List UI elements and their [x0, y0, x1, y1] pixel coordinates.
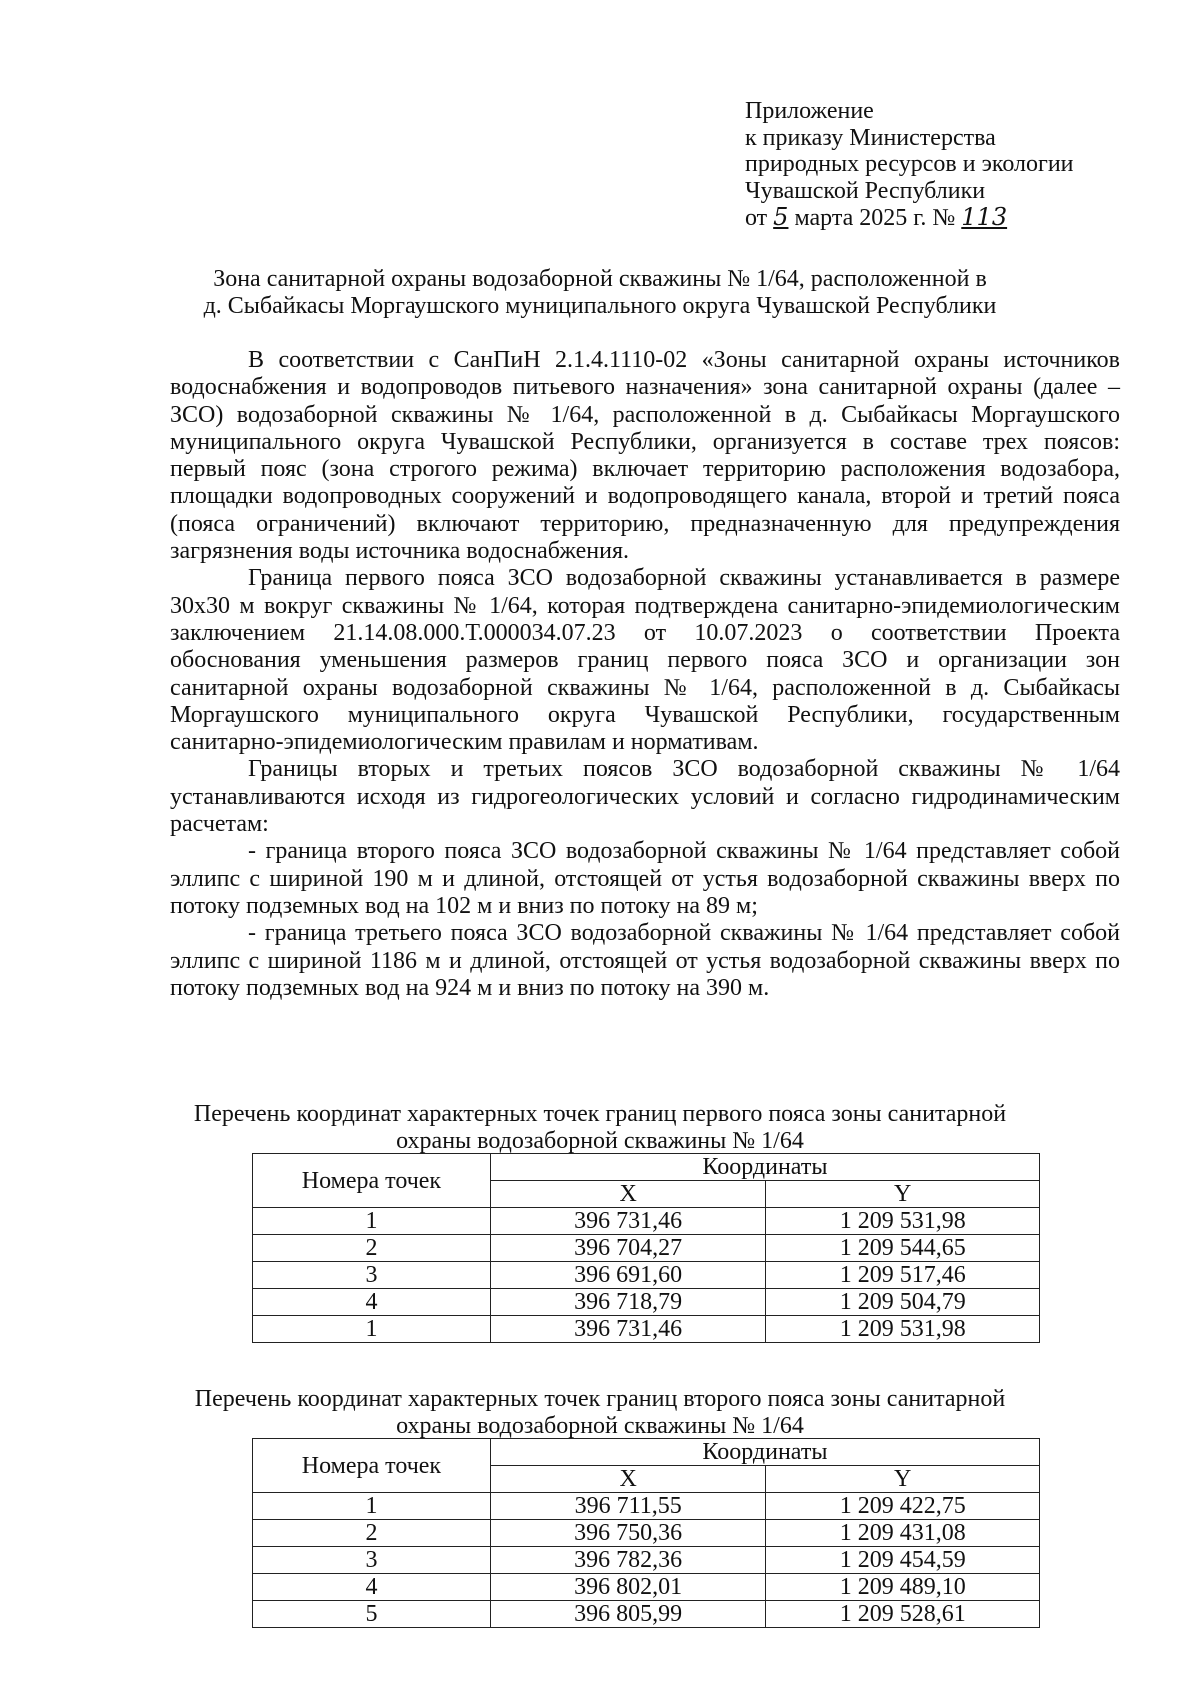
- appendix-line: Приложение: [745, 98, 874, 124]
- header-points: Номера точек: [253, 1439, 491, 1493]
- table-row: [253, 1520, 1040, 1547]
- point-number: 3: [253, 1262, 491, 1289]
- caption-line: охраны водозаборной скважины № 1/64: [396, 1128, 804, 1154]
- caption-line: Перечень координат характерных точек границ второго пояса зоны санитарной: [194, 1386, 1006, 1412]
- coord-x: 396 782,36: [490, 1547, 766, 1574]
- table2-caption: [150, 1386, 1050, 1440]
- coord-y: 1 209 531,98: [766, 1208, 1040, 1235]
- coord-x: 396 691,60: [490, 1262, 766, 1289]
- caption-line: Перечень координат характерных точек границ первого пояса зоны санитарной: [193, 1101, 1007, 1127]
- point-number: 4: [253, 1289, 491, 1316]
- paragraph: - граница третьего пояса ЗСО водозаборной скважины № 1/64 представляет собой эллипс с шириной 1186 м и длиной, отстоящей от устья водозаборной скважины вверх по потоку подземных вод на 924 м и вниз по потоку на 390 м.: [170, 920, 1120, 1001]
- coord-x: 396 711,55: [490, 1493, 766, 1520]
- coord-y: 1 209 528,61: [766, 1601, 1040, 1628]
- handwritten-day: 5: [773, 203, 789, 231]
- handwritten-number: 113: [961, 203, 1008, 231]
- paragraph: - граница второго пояса ЗСО водозаборной скважины № 1/64 представляет собой эллипс с шириной 190 м и длиной, отстоящей от устья водозаборной скважины вверх по потоку подземных вод на 102 м и вниз по потоку на 89 м;: [170, 838, 1120, 919]
- appendix-header: [745, 98, 1074, 232]
- header-coordinates: Координаты: [490, 1154, 1039, 1181]
- point-number: 1: [253, 1208, 491, 1235]
- coord-x: 396 731,46: [490, 1208, 766, 1235]
- appendix-date-line: [745, 204, 1074, 232]
- table-row: [253, 1574, 1040, 1601]
- header-y: Y: [766, 1466, 1040, 1493]
- coord-y: 1 209 454,59: [766, 1547, 1040, 1574]
- table1-caption: [150, 1101, 1050, 1155]
- coord-y: 1 209 544,65: [766, 1235, 1040, 1262]
- coord-x: 396 704,27: [490, 1235, 766, 1262]
- date-middle: марта 2025 г. №: [794, 205, 956, 231]
- appendix-line: природных ресурсов и экологии: [745, 151, 1074, 177]
- point-number: 4: [253, 1574, 491, 1601]
- coord-y: 1 209 504,79: [766, 1289, 1040, 1316]
- coord-x: 396 750,36: [490, 1520, 766, 1547]
- header-x: X: [490, 1466, 766, 1493]
- table-row: [253, 1601, 1040, 1628]
- header-points: Номера точек: [253, 1154, 491, 1208]
- date-prefix: от: [745, 205, 768, 231]
- table-row: [253, 1208, 1040, 1235]
- point-number: 1: [253, 1493, 491, 1520]
- table1-coordinates: [252, 1153, 1040, 1343]
- point-number: 3: [253, 1547, 491, 1574]
- table-row: [253, 1547, 1040, 1574]
- paragraph: Граница первого пояса ЗСО водозаборной скважины устанавливается в размере 30х30 м вокруг скважины № 1/64, которая подтверждена санитарно-эпидемиологическим заключением 21.14.08.000.Т.000034.07.23 от 10.07.2023 о соответствии Проекта обоснования уменьшения размеров границ первого пояса ЗСО и организации зон санитарной охраны водозаборной скважины № 1/64, расположенной в д. Сыбайкасы Моргаушского муниципального округа Чувашской Республики, государственным санитарно-эпидемиологическим правилам и нормативам.: [170, 565, 1120, 756]
- point-number: 1: [253, 1316, 491, 1343]
- appendix-line: к приказу Министерства: [745, 124, 996, 151]
- table-row: [253, 1316, 1040, 1343]
- coord-x: 396 731,46: [490, 1316, 766, 1343]
- point-number: 5: [253, 1601, 491, 1628]
- coord-y: 1 209 422,75: [766, 1493, 1040, 1520]
- point-number: 2: [253, 1235, 491, 1262]
- header-x: X: [490, 1181, 766, 1208]
- coord-x: 396 718,79: [490, 1289, 766, 1316]
- appendix-line: Чувашской Республики: [745, 177, 986, 204]
- table-row: [253, 1235, 1040, 1262]
- table2-coordinates: [252, 1438, 1040, 1628]
- table-row: [253, 1262, 1040, 1289]
- paragraph: В соответствии с СанПиН 2.1.4.1110-02 «Зоны санитарной охраны источников водоснабжения и водопроводов питьевого назначения» зона санитарной охраны (далее – ЗСО) водозаборной скважины № 1/64, расположенной в д. Сыбайкасы Моргаушского муниципального округа Чувашской Республики, организуется в составе трех поясов: первый пояс (зона строгого режима) включает территорию расположения водозабора, площадки водопроводных сооружений и водопроводящего канала, второй и третий пояса (пояса ограничений) включают территорию, предназначенную для предупреждения загрязнения воды источника водоснабжения.: [170, 347, 1120, 565]
- document-title: [150, 266, 1050, 320]
- table-row: [253, 1493, 1040, 1520]
- title-line: д. Сыбайкасы Моргаушского муниципального округа Чувашской Республики: [203, 293, 997, 319]
- coord-y: 1 209 517,46: [766, 1262, 1040, 1289]
- coord-y: 1 209 531,98: [766, 1316, 1040, 1343]
- caption-line: охраны водозаборной скважины № 1/64: [396, 1413, 804, 1439]
- header-coordinates: Координаты: [490, 1439, 1039, 1466]
- header-y: Y: [766, 1181, 1040, 1208]
- coord-y: 1 209 431,08: [766, 1520, 1040, 1547]
- coord-x: 396 805,99: [490, 1601, 766, 1628]
- coord-x: 396 802,01: [490, 1574, 766, 1601]
- body-text: [170, 347, 1120, 1002]
- title-line: Зона санитарной охраны водозаборной скважины № 1/64, расположенной в: [213, 266, 987, 292]
- point-number: 2: [253, 1520, 491, 1547]
- table-row: [253, 1289, 1040, 1316]
- coord-y: 1 209 489,10: [766, 1574, 1040, 1601]
- paragraph: Границы вторых и третьих поясов ЗСО водозаборной скважины № 1/64 устанавливаются исходя из гидрогеологических условий и согласно гидродинамическим расчетам:: [170, 756, 1120, 838]
